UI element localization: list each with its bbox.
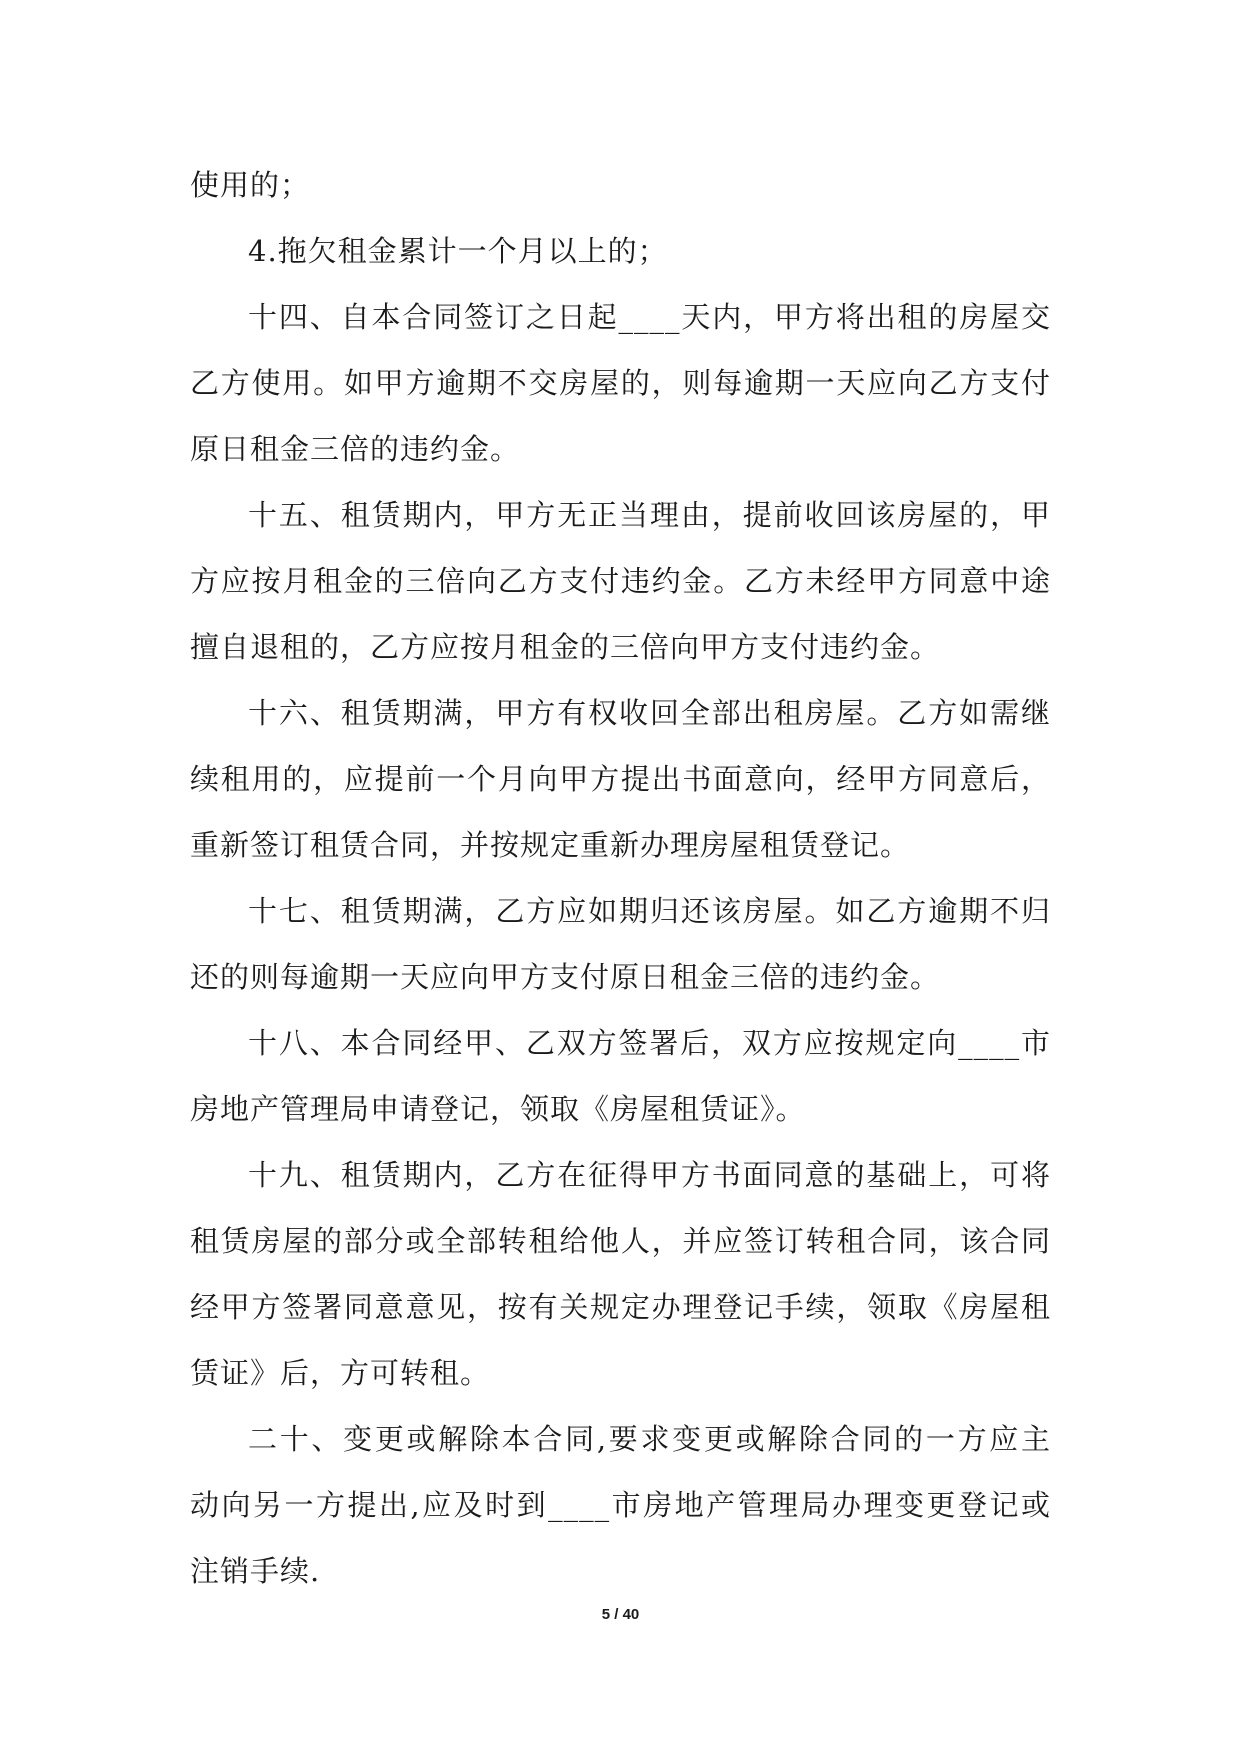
text-line: 十九、租赁期内，乙方在征得甲方书面同意的基础上，可将 xyxy=(248,1158,1051,1192)
text-line: 原日租金三倍的违约金。 xyxy=(190,432,521,466)
text-line: 动向另一方提出,应及时到____市房地产管理局办理变更登记或 xyxy=(190,1488,1051,1522)
text-line: 十四、自本合同签订之日起____天内，甲方将出租的房屋交 xyxy=(248,300,1051,334)
text-line: 方应按月租金的三倍向乙方支付违约金。乙方未经甲方同意中途 xyxy=(190,564,1051,598)
text-line: 还的则每逾期一天应向甲方支付原日租金三倍的违约金。 xyxy=(190,960,941,994)
text-line: 房地产管理局申请登记，领取《房屋租赁证》。 xyxy=(190,1092,806,1126)
text-line: 重新签订租赁合同，并按规定重新办理房屋租赁登记。 xyxy=(190,828,911,862)
text-line: 使用的； xyxy=(190,168,311,202)
contract-body xyxy=(190,152,1051,1604)
text-line: 十五、租赁期内，甲方无正当理由，提前收回该房屋的，甲 xyxy=(248,498,1051,532)
text-line: 十七、租赁期满，乙方应如期归还该房屋。如乙方逾期不归 xyxy=(248,894,1051,928)
text-line: 赁证》后，方可转租。 xyxy=(190,1356,491,1390)
text-line: 注销手续. xyxy=(190,1554,321,1588)
text-line: 十六、租赁期满，甲方有权收回全部出租房屋。乙方如需继 xyxy=(248,696,1051,730)
text-line: 十八、本合同经甲、乙双方签署后，双方应按规定向____市 xyxy=(248,1026,1051,1060)
text-line: 租赁房屋的部分或全部转租给他人，并应签订转租合同，该合同 xyxy=(190,1224,1051,1258)
page-number: 5 / 40 xyxy=(601,1606,640,1623)
text-line: 4.拖欠租金累计一个月以上的； xyxy=(248,234,668,268)
text-line: 擅自退租的，乙方应按月租金的三倍向甲方支付违约金。 xyxy=(190,630,941,664)
text-line: 经甲方签署同意意见，按有关规定办理登记手续，领取《房屋租 xyxy=(190,1290,1051,1324)
text-line: 续租用的，应提前一个月向甲方提出书面意向，经甲方同意后， xyxy=(190,762,1051,796)
text-line: 二十、变更或解除本合同,要求变更或解除合同的一方应主 xyxy=(248,1422,1051,1456)
text-line: 乙方使用。如甲方逾期不交房屋的，则每逾期一天应向乙方支付 xyxy=(190,366,1051,400)
